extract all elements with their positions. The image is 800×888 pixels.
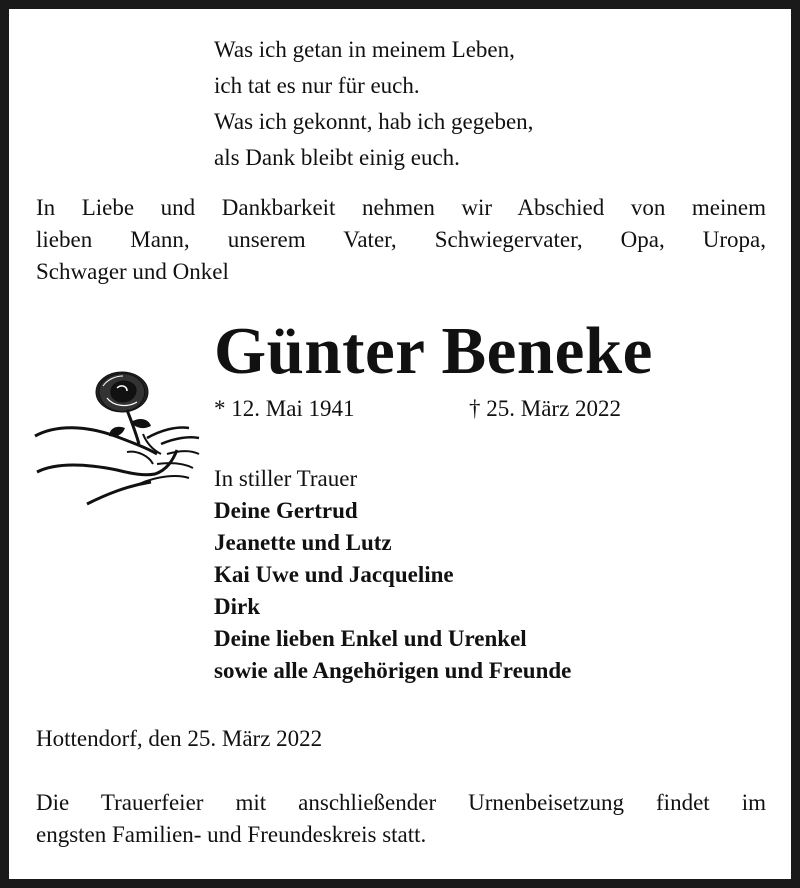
- poem-line: Was ich gekonnt, hab ich gegeben,: [214, 109, 534, 134]
- mourner-name: sowie alle Angehörigen und Freunde: [214, 658, 572, 683]
- farewell-line: In Liebe und Dankbarkeit nehmen wir Abschied von meinem: [36, 195, 766, 220]
- life-dates: [214, 393, 674, 425]
- obituary-notice: [9, 9, 791, 879]
- poem-line: Was ich getan in meinem Leben,: [214, 37, 515, 62]
- poem: [214, 32, 533, 176]
- funeral-line: Die Trauerfeier mit anschließender Urnenbeisetzung findet im: [36, 790, 766, 815]
- death-date: † 25. März 2022: [469, 396, 622, 421]
- rose-in-hands-icon: [27, 364, 205, 509]
- place-and-date: Hottendorf, den 25. März 2022: [36, 726, 323, 751]
- poem-line: als Dank bleibt einig euch.: [214, 145, 460, 170]
- mourner-name: Deine Gertrud: [214, 498, 358, 523]
- deceased-name: Günter Beneke: [214, 314, 653, 388]
- mourner-name: Kai Uwe und Jacqueline: [214, 562, 454, 587]
- mourners-list: [214, 463, 571, 687]
- farewell-line: lieben Mann, unserem Vater, Schwiegervater, Opa, Uropa,: [36, 227, 766, 252]
- funeral-notice: [36, 787, 766, 851]
- birth-date: * 12. Mai 1941: [214, 396, 355, 421]
- mourner-name: Jeanette und Lutz: [214, 530, 392, 555]
- farewell-text: [36, 192, 766, 288]
- funeral-line: engsten Familien- und Freundeskreis statt.: [36, 822, 427, 847]
- mourners-heading: In stiller Trauer: [214, 466, 358, 491]
- mourner-name: Dirk: [214, 594, 260, 619]
- poem-line: ich tat es nur für euch.: [214, 73, 420, 98]
- mourner-name: Deine lieben Enkel und Urenkel: [214, 626, 527, 651]
- farewell-line: Schwager und Onkel: [36, 259, 229, 284]
